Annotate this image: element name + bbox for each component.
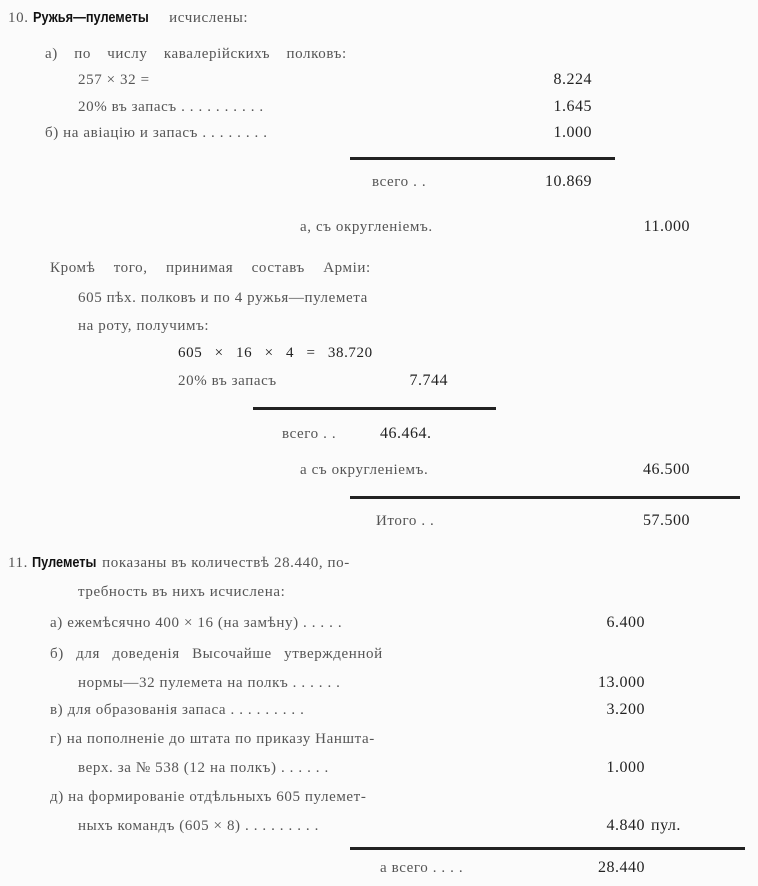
rounded2-value: 46.500 [643,461,690,478]
reserve2-value: 7.744 [409,372,448,389]
reserve-line: 20% въ запасъ . . . . . . . . . . [78,99,264,115]
item-b-label-2: нормы—32 пулемета на полкъ . . . . . . [78,675,341,691]
sum-rule [253,407,496,410]
section-number: 10. [8,10,29,26]
item-e-label-2: ныхъ командъ (605 × 8) . . . . . . . . . [78,818,319,834]
item-d-label-1: г) на пополненіе до штата по приказу Наншта- [50,731,375,747]
item-a-label: а) ежемѣсячно 400 × 16 (на замѣну) . . . . . [50,615,343,631]
total2-label: всего . . [282,426,337,442]
item-c-label: в) для образованія запаса . . . . . . . . . [50,702,305,718]
total-label: всего . . [372,174,427,190]
total-value: 28.440 [598,859,645,876]
item-e-unit: пул. [651,817,681,834]
heading-rest: показаны въ количествѣ 28.440, по- [102,555,350,571]
item-b-value: 13.000 [598,674,645,691]
item-b-label: б) на авіацію и запасъ . . . . . . . . [45,125,268,141]
item-a-value: 6.400 [606,614,645,631]
section-11-heading [8,554,350,572]
grand-rule [350,496,740,499]
section-number: 11. [8,555,28,571]
reserve-value: 1.645 [553,98,592,115]
item-a-label: а) по числу кавалерійскихъ полковъ: [45,46,347,62]
besides-line-2: 605 пѣх. полковъ и по 4 ружья—пулемета [78,290,368,306]
section-10-heading [8,9,248,27]
sum-rule [350,847,745,850]
rounded-label: а, съ округленіемъ. [300,219,433,235]
item-d-value: 1.000 [606,759,645,776]
rounded2-label: а съ округленіемъ. [300,462,429,478]
calc-value: 8.224 [553,71,592,88]
item-b-label-1: б) для доведенія Высочайше утвержденной [50,646,383,662]
reserve2-line: 20% въ запасъ [178,373,277,389]
heading-rest: исчислены: [169,10,249,26]
calc-line: 257 × 32 = [78,72,150,88]
besides-line-3: на роту, получимъ: [78,318,210,334]
item-c-value: 3.200 [606,701,645,718]
total-value: 10.869 [545,173,592,190]
total2-value: 46.464. [380,425,432,442]
grand-total-label: Итого . . [376,513,435,529]
item-e-label-1: д) на формированіе отдѣльныхъ 605 пулемет- [50,789,367,805]
besides-line-1: Кромѣ того, принимая составъ Арміи: [50,260,371,276]
heading-bold: Ружья—пулеметы [32,9,149,26]
section-11-line-2: требность въ нихъ исчислена: [78,584,286,600]
rounded-value: 11.000 [643,218,690,235]
item-d-label-2: верх. за № 538 (12 на полкъ) . . . . . . [78,760,329,776]
heading-bold: Пулеметы [32,554,97,571]
item-b-value: 1.000 [553,124,592,141]
grand-total-value: 57.500 [643,512,690,529]
item-e-value: 4.840 [606,817,645,834]
calc2-line: 605 × 16 × 4 = 38.720 [178,345,373,361]
sum-rule [350,157,615,160]
total-label: а всего . . . . [380,860,464,876]
